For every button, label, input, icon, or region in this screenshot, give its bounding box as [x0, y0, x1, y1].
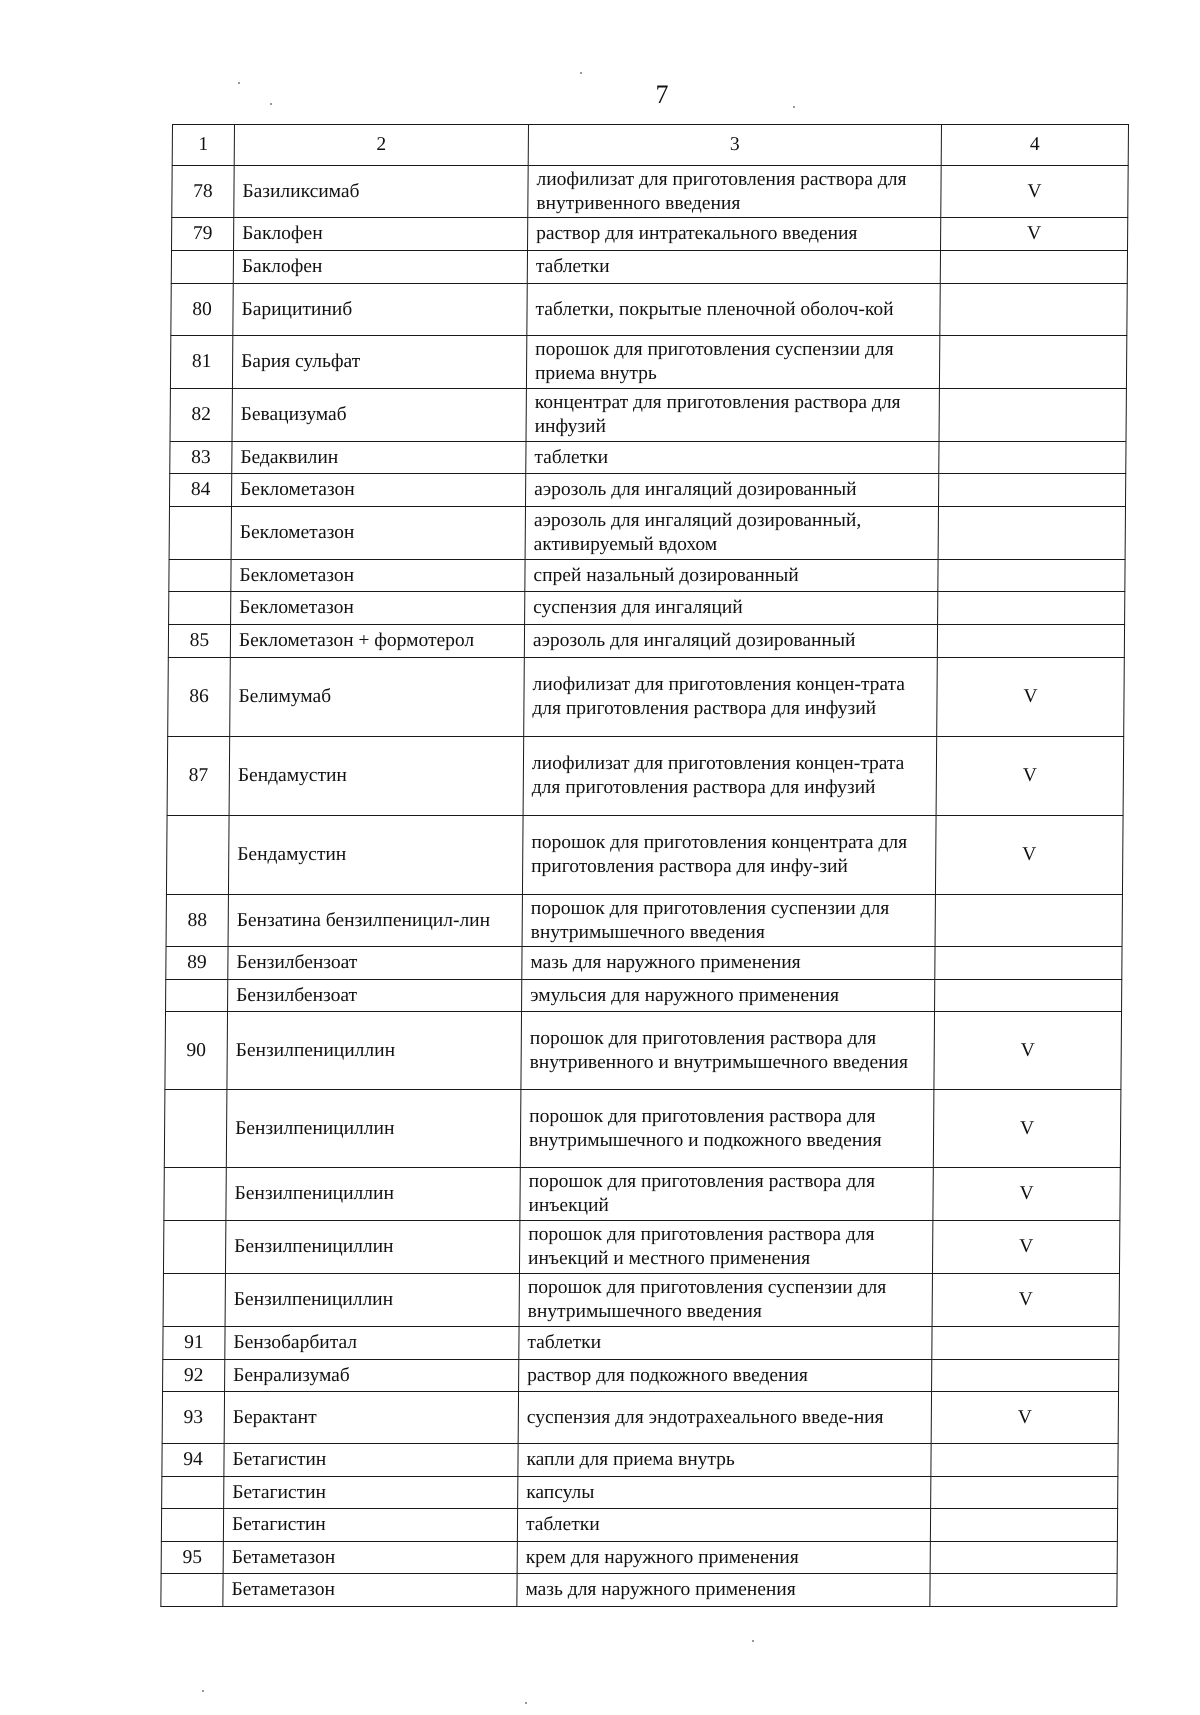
row-number	[163, 1274, 225, 1327]
dosage-form: таблетки	[527, 251, 940, 284]
dosage-form: порошок для приготовления концентрата для приготовления раствора для инфу-зий	[522, 816, 936, 895]
column-header-number: 1	[172, 125, 234, 166]
mark-v	[930, 1542, 1117, 1574]
mark-v	[939, 389, 1126, 442]
mark-v	[938, 474, 1125, 507]
table-row	[166, 816, 1123, 895]
table-header-row	[172, 125, 1128, 166]
table-row	[168, 625, 1124, 658]
mark-v	[930, 1509, 1117, 1542]
table-row	[162, 1392, 1118, 1444]
row-number	[166, 980, 228, 1012]
table-row	[161, 1574, 1117, 1607]
table-row	[169, 507, 1125, 560]
table-row	[171, 284, 1127, 336]
table-row	[163, 1327, 1119, 1360]
medications-table	[160, 124, 1129, 1607]
mark-v: V	[933, 1090, 1121, 1168]
dosage-form: таблетки	[517, 1509, 930, 1542]
mark-v: V	[932, 1221, 1119, 1274]
mark-v	[940, 284, 1127, 336]
table-row	[163, 1360, 1119, 1392]
row-number: 90	[165, 1012, 228, 1090]
drug-name: Баклофен	[233, 251, 527, 284]
table-row	[164, 1090, 1121, 1168]
scan-speck	[525, 1702, 527, 1704]
mark-v: V	[933, 1168, 1120, 1221]
row-number	[169, 560, 231, 592]
dosage-form: капсулы	[518, 1477, 931, 1509]
drug-name: Бензилпенициллин	[225, 1274, 519, 1327]
drug-name: Бенрализумаб	[225, 1360, 519, 1392]
row-number: 92	[163, 1360, 225, 1392]
drug-name: Бедаквилин	[232, 442, 526, 474]
drug-name: Бетагистин	[223, 1509, 517, 1542]
dosage-form: лиофилизат для приготовления раствора для внутривенного введения	[528, 166, 941, 218]
table-row	[169, 474, 1125, 507]
mark-v	[938, 560, 1125, 592]
mark-v: V	[936, 737, 1124, 816]
table-row	[169, 592, 1125, 625]
column-header-form: 3	[528, 125, 941, 166]
row-number	[169, 507, 231, 560]
drug-name: Беклометазон	[231, 592, 525, 625]
dosage-form: концентрат для приготовления раствора для инфузий	[526, 389, 939, 442]
drug-name: Бетагистин	[224, 1477, 518, 1509]
drug-name: Баклофен	[234, 218, 528, 251]
dosage-form: порошок для приготовления суспензии для приема внутрь	[526, 336, 939, 389]
row-number: 80	[171, 284, 233, 336]
row-number: 86	[168, 658, 231, 737]
mark-v: V	[937, 658, 1125, 737]
table-row	[166, 895, 1122, 947]
table-row	[170, 442, 1126, 474]
row-number: 87	[167, 737, 230, 816]
mark-v: V	[934, 1012, 1122, 1090]
row-number	[164, 1168, 226, 1221]
table-row	[168, 658, 1125, 737]
row-number: 81	[170, 336, 232, 389]
row-number	[162, 1477, 224, 1509]
drug-name: Бетагистин	[224, 1444, 518, 1477]
row-number	[163, 1221, 225, 1274]
row-number: 83	[170, 442, 232, 474]
table-row	[163, 1221, 1119, 1274]
drug-name: Бензилпенициллин	[226, 1168, 520, 1221]
drug-name: Бензилпенициллин	[225, 1221, 519, 1274]
drug-name: Бендамустин	[229, 737, 524, 816]
drug-name: Бензилпенициллин	[226, 1090, 521, 1168]
dosage-form: раствор для интратекального введения	[528, 218, 941, 251]
row-number	[171, 251, 233, 284]
table-row	[172, 218, 1128, 251]
scan-speck	[793, 106, 795, 108]
dosage-form: мазь для наружного применения	[517, 1574, 930, 1607]
table-row	[163, 1274, 1119, 1327]
mark-v: V	[935, 816, 1123, 895]
row-number: 94	[162, 1444, 224, 1477]
table-row	[161, 1542, 1117, 1574]
dosage-form: порошок для приготовления раствора для инъекций	[520, 1168, 933, 1221]
scan-speck	[202, 1690, 204, 1692]
drug-name: Беклометазон	[231, 507, 525, 560]
row-number: 78	[172, 166, 234, 218]
drug-name: Бария сульфат	[232, 336, 526, 389]
dosage-form: капли для приема внутрь	[518, 1444, 931, 1477]
table-row	[172, 166, 1128, 218]
dosage-form: таблетки	[519, 1327, 932, 1360]
mark-v	[938, 507, 1125, 560]
drug-name: Бензилпенициллин	[227, 1012, 522, 1090]
dosage-form: крем для наружного применения	[517, 1542, 930, 1574]
dosage-form: раствор для подкожного введения	[519, 1360, 932, 1392]
dosage-form: спрей назальный дозированный	[525, 560, 938, 592]
row-number: 95	[161, 1542, 223, 1574]
row-number: 79	[172, 218, 234, 251]
mark-v: V	[941, 166, 1128, 218]
table-row	[170, 336, 1126, 389]
table-row	[164, 1168, 1120, 1221]
drug-name: Берактант	[224, 1392, 518, 1444]
dosage-form: аэрозоль для ингаляций дозированный	[525, 474, 938, 507]
row-number: 85	[168, 625, 230, 658]
table-row	[169, 560, 1125, 592]
mark-v: V	[931, 1392, 1118, 1444]
page-number: 7	[655, 80, 669, 109]
drug-name: Бензилбензоат	[228, 947, 522, 980]
mark-v	[939, 336, 1126, 389]
row-number	[164, 1090, 227, 1168]
drug-name: Беклометазон	[231, 560, 525, 592]
drug-name: Бензилбензоат	[228, 980, 522, 1012]
drug-name: Беклометазон + формотерол	[230, 625, 524, 658]
row-number: 82	[170, 389, 232, 442]
dosage-form: таблетки	[526, 442, 939, 474]
table-row	[165, 1012, 1122, 1090]
dosage-form: порошок для приготовления суспензии для внутримышечного введения	[522, 895, 935, 947]
mark-v	[937, 625, 1124, 658]
table-row	[167, 737, 1124, 816]
mark-v	[935, 980, 1122, 1012]
table-row	[170, 389, 1126, 442]
mark-v	[940, 251, 1127, 284]
dosage-form: аэрозоль для ингаляций дозированный, активируемый вдохом	[525, 507, 938, 560]
row-number: 93	[162, 1392, 224, 1444]
mark-v	[931, 1444, 1118, 1477]
scan-speck	[580, 72, 582, 74]
dosage-form: порошок для приготовления раствора для инъекций и местного применения	[519, 1221, 932, 1274]
mark-v	[939, 442, 1126, 474]
dosage-form: таблетки, покрытые пленочной оболоч-кой	[527, 284, 940, 336]
mark-v	[932, 1360, 1119, 1392]
table-row	[166, 980, 1122, 1012]
row-number: 88	[166, 895, 228, 947]
mark-v: V	[932, 1274, 1119, 1327]
dosage-form: лиофилизат для приготовления концен-трата для приготовления раствора для инфузий	[523, 737, 937, 816]
drug-name: Бензатина бензилпеницил-лин	[228, 895, 522, 947]
drug-name: Белимумаб	[230, 658, 525, 737]
mark-v	[938, 592, 1125, 625]
column-header-name: 2	[234, 125, 528, 166]
drug-name: Беклометазон	[231, 474, 525, 507]
drug-name: Базиликсимаб	[234, 166, 528, 218]
row-number	[169, 592, 231, 625]
mark-v	[932, 1327, 1119, 1360]
drug-name: Бетаметазон	[223, 1542, 517, 1574]
table-row	[171, 251, 1127, 284]
dosage-form: мазь для наружного применения	[522, 947, 935, 980]
mark-v: V	[941, 218, 1128, 251]
scan-speck	[270, 103, 272, 105]
table-row	[166, 947, 1122, 980]
row-number: 84	[169, 474, 231, 507]
row-number	[161, 1509, 223, 1542]
dosage-form: аэрозоль для ингаляций дозированный	[524, 625, 937, 658]
dosage-form: суспензия для ингаляций	[525, 592, 938, 625]
dosage-form: суспензия для эндотрахеального введе-ния	[518, 1392, 931, 1444]
table-row	[162, 1444, 1118, 1477]
scan-speck	[752, 1640, 754, 1642]
row-number	[166, 816, 229, 895]
dosage-form: порошок для приготовления раствора для внутримышечного и подкожного введения	[520, 1090, 934, 1168]
drug-name: Бензобарбитал	[225, 1327, 519, 1360]
drug-name: Барицитиниб	[233, 284, 527, 336]
row-number: 91	[163, 1327, 225, 1360]
mark-v	[935, 895, 1122, 947]
mark-v	[930, 1574, 1117, 1607]
mark-v	[931, 1477, 1118, 1509]
drug-name: Бендамустин	[228, 816, 523, 895]
column-header-mark: 4	[941, 125, 1128, 166]
table-row	[162, 1477, 1118, 1509]
row-number	[161, 1574, 223, 1607]
scan-speck	[238, 82, 240, 84]
dosage-form: порошок для приготовления раствора для внутривенного и внутримышечного введения	[521, 1012, 935, 1090]
table-row	[161, 1509, 1117, 1542]
drug-name: Бевацизумаб	[232, 389, 526, 442]
dosage-form: эмульсия для наружного применения	[522, 980, 935, 1012]
drug-name: Бетаметазон	[223, 1574, 517, 1607]
dosage-form: лиофилизат для приготовления концен-трата для приготовления раствора для инфузий	[524, 658, 938, 737]
mark-v	[935, 947, 1122, 980]
dosage-form: порошок для приготовления суспензии для внутримышечного введения	[519, 1274, 932, 1327]
row-number: 89	[166, 947, 228, 980]
